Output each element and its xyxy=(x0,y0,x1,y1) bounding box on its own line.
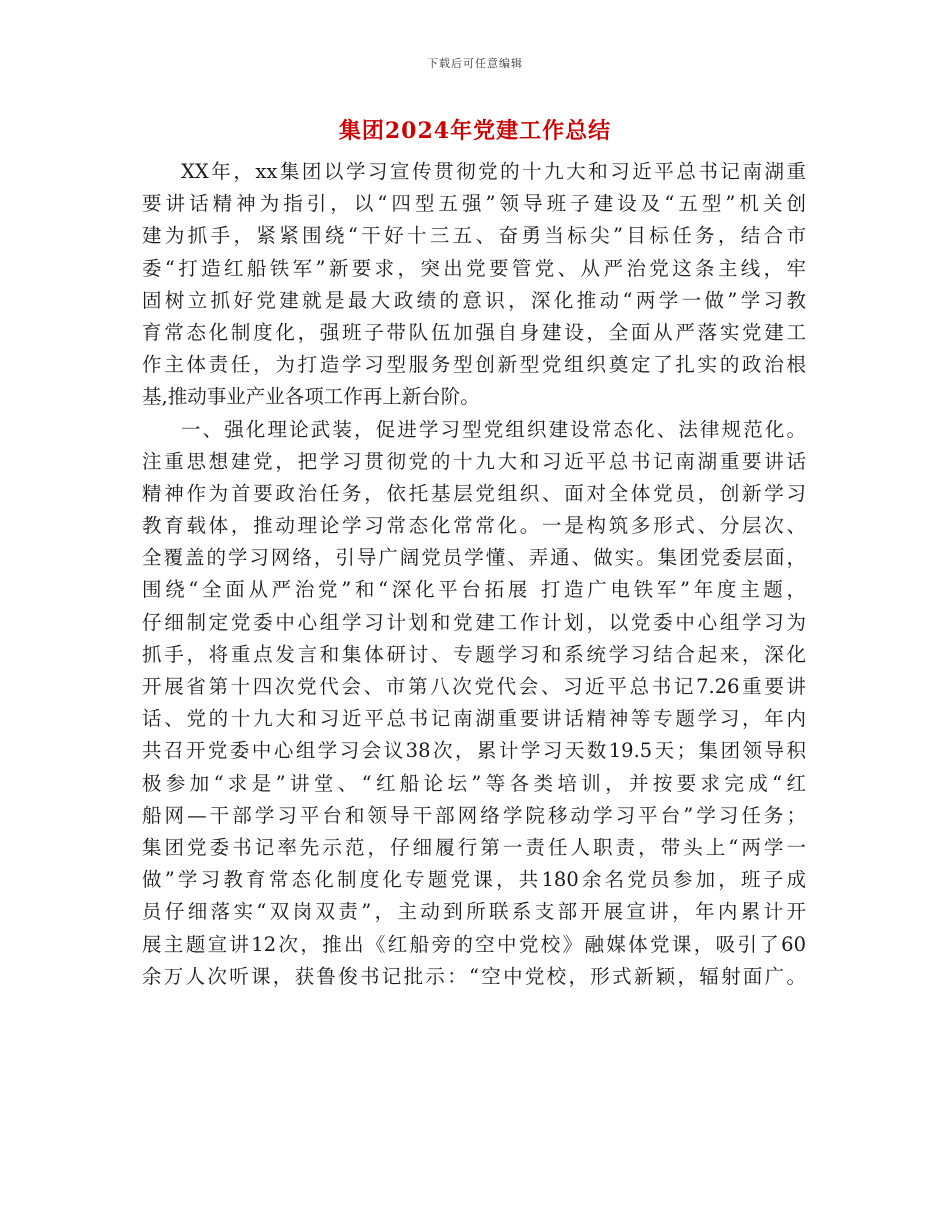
text-line: 全覆盖的学习网络，引导广阔党员学懂、弄通、做实。集团党委层面， xyxy=(142,546,806,570)
text-line: 一、强化理论武装，促进学习型党组织建设常态化、法律规范化。 xyxy=(181,417,806,441)
document-body xyxy=(142,156,806,993)
text-line: 共召开党委中心组学习会议38次，累计学习天数19.5天；集团领导积 xyxy=(142,739,806,763)
text-line: 要讲话精神为指引，以“四型五强”领导班子建设及“五型”机关创 xyxy=(142,192,806,216)
text-line: 展主题宣讲12次，推出《红船旁的空中党校》融媒体党课，吸引了60 xyxy=(142,932,806,956)
text-line: 集团党委书记率先示范，仔细履行第一责任人职责，带头上“两学一 xyxy=(142,835,806,859)
text-line: 极参加“求是”讲堂、“红船论坛”等各类培训，并按要求完成“红 xyxy=(142,771,806,795)
page-header-note: 下载后可任意编辑 xyxy=(427,57,523,70)
text-line: 作主体责任，为打造学习型服务型创新型党组织奠定了扎实的政治根 xyxy=(142,353,806,377)
text-line: 教育载体，推动理论学习常态化常常化。一是构筑多形式、分层次、 xyxy=(142,514,806,538)
text-line: 余万人次听课，获鲁俊书记批示：“空中党校，形式新颖，辐射面广。 xyxy=(142,964,806,988)
text-line: XX年，xx集团以学习宣传贯彻党的十九大和习近平总书记南湖重 xyxy=(181,160,806,183)
text-line: 注重思想建党，把学习贯彻党的十九大和习近平总书记南湖重要讲话 xyxy=(142,449,806,473)
text-line: 抓手，将重点发言和集体研讨、专题学习和系统学习结合起来，深化 xyxy=(142,642,806,666)
text-line: 围绕“全面从严治党”和“深化平台拓展 打造广电铁军”年度主题， xyxy=(142,578,806,602)
text-line: 基,推动事业产业各项工作再上新台阶。 xyxy=(142,385,480,409)
text-line: 仔细制定党委中心组学习计划和党建工作计划，以党委中心组学习为 xyxy=(142,610,806,634)
text-line: 精神作为首要政治任务，依托基层党组织、面对全体党员，创新学习 xyxy=(142,481,806,505)
text-line: 船网—干部学习平台和领导干部网络学院移动学习平台”学习任务； xyxy=(142,803,806,827)
text-line: 委“打造红船铁军”新要求，突出党要管党、从严治党这条主线，牢 xyxy=(142,256,806,280)
text-line: 开展省第十四次党代会、市第八次党代会、习近平总书记7.26重要讲 xyxy=(142,675,806,698)
text-line: 员仔细落实“双岗双责”，主动到所联系支部开展宣讲，年内累计开 xyxy=(142,900,806,924)
text-line: 建为抓手，紧紧围绕“干好十三五、奋勇当标尖”目标任务，结合市 xyxy=(142,224,806,248)
text-line: 育常态化制度化，强班子带队伍加强自身建设，全面从严落实党建工 xyxy=(142,320,806,344)
text-line: 固树立抓好党建就是最大政绩的意识，深化推动“两学一做”学习教 xyxy=(142,288,806,312)
text-line: 话、党的十九大和习近平总书记南湖重要讲话精神等专题学习，年内 xyxy=(142,707,806,731)
document-title: 集团2024年党建工作总结 xyxy=(338,118,612,144)
text-line: 做”学习教育常态化制度化专题党课，共180余名党员参加，班子成 xyxy=(142,868,806,892)
